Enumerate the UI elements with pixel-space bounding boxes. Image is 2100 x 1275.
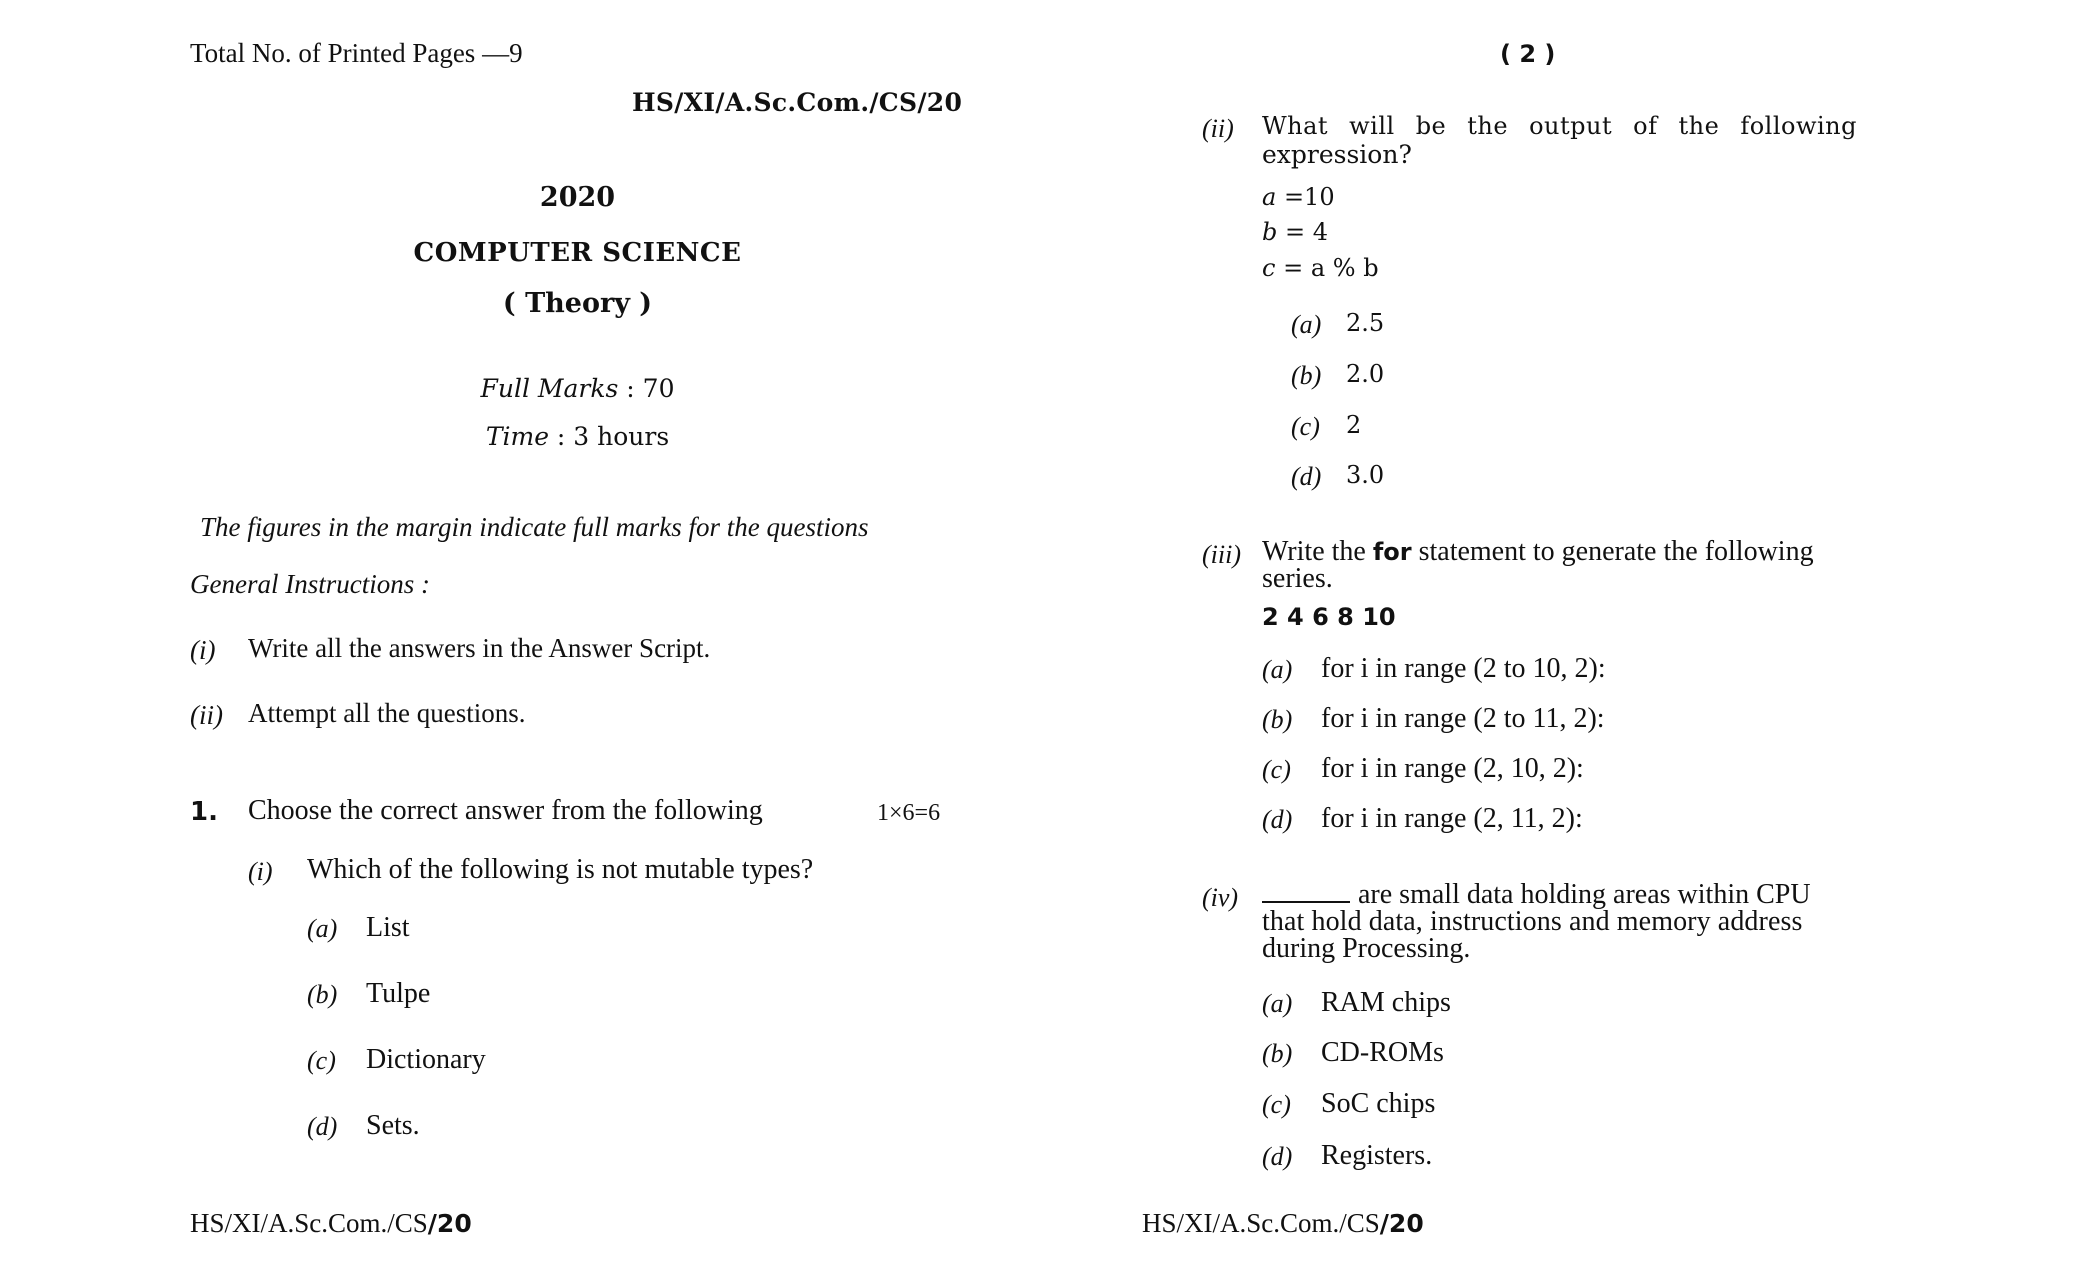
code-var: b xyxy=(1262,218,1278,246)
word: the xyxy=(1467,112,1509,140)
general-instructions-heading: General Instructions : xyxy=(190,569,430,599)
option-text: 2.0 xyxy=(1346,360,1385,388)
time-label: Time xyxy=(485,422,549,451)
subquestion-label: (i) xyxy=(248,857,273,886)
footer-paper-code xyxy=(190,1208,472,1239)
subquestion-text-line: during Processing. xyxy=(1262,933,1471,964)
word: be xyxy=(1415,112,1447,140)
exam-time xyxy=(0,422,1155,451)
option-label: (d) xyxy=(1262,805,1293,834)
word: output xyxy=(1529,112,1613,140)
text: Write the xyxy=(1262,536,1373,567)
option-text: Dictionary xyxy=(366,1044,486,1075)
option-label: (a) xyxy=(1291,310,1322,339)
footer-code-prefix: HS/XI/A.Sc.Com./CS xyxy=(1142,1208,1380,1238)
full-marks-label: Full Marks xyxy=(480,374,619,403)
subquestion-text: Which of the following is not mutable types? xyxy=(307,854,814,885)
option-label: (d) xyxy=(1291,462,1322,491)
printed-pages-count: Total No. of Printed Pages —9 xyxy=(190,38,523,68)
footer-paper-code xyxy=(1142,1208,1424,1239)
paper-type: ( Theory ) xyxy=(502,288,653,319)
full-marks-value: : 70 xyxy=(618,374,675,403)
footer-code-suffix: /20 xyxy=(1379,1209,1424,1238)
option-text: RAM chips xyxy=(1321,987,1451,1018)
subquestion-label: (iii) xyxy=(1202,540,1241,569)
number-series: 2 4 6 8 10 xyxy=(1262,603,1396,631)
option-text: 2.5 xyxy=(1346,309,1385,337)
subquestion-label: (iv) xyxy=(1202,883,1239,912)
word: following xyxy=(1740,112,1857,140)
code-rest: =10 xyxy=(1276,183,1335,211)
instruction-label: (ii) xyxy=(190,700,223,730)
instruction-text: Write all the answers in the Answer Script. xyxy=(248,633,711,663)
subquestion-label: (ii) xyxy=(1202,114,1234,143)
code-var: c xyxy=(1262,254,1276,282)
text: are small data holding areas within CPU xyxy=(1358,879,1811,910)
subject-title: COMPUTER SCIENCE xyxy=(413,238,742,268)
code-var: a xyxy=(1262,183,1277,211)
subquestion-text-line xyxy=(1262,536,1814,568)
page-number: ( 2 ) xyxy=(1500,40,1556,68)
option-label: (d) xyxy=(307,1112,338,1141)
text: statement to generate the following xyxy=(1411,536,1814,567)
option-text: for i in range (2, 10, 2): xyxy=(1321,753,1584,784)
code-line xyxy=(1262,218,1328,246)
subquestion-text-line xyxy=(1262,112,1857,140)
exam-page-2 xyxy=(1050,0,2100,1275)
option-text: Tulpe xyxy=(366,978,431,1009)
option-label: (b) xyxy=(307,980,338,1009)
option-text: SoC chips xyxy=(1321,1088,1436,1119)
instruction-text: Attempt all the questions. xyxy=(248,698,526,728)
question-number: 1. xyxy=(190,797,218,827)
subquestion-text-line: series. xyxy=(1262,563,1333,594)
option-label: (c) xyxy=(307,1046,336,1075)
word: the xyxy=(1678,112,1720,140)
keyword: for xyxy=(1372,538,1412,566)
option-text: Registers. xyxy=(1321,1140,1433,1171)
question-marks: 1×6=6 xyxy=(877,800,941,826)
option-text: List xyxy=(366,912,410,943)
option-text: CD-ROMs xyxy=(1321,1037,1444,1068)
option-label: (a) xyxy=(307,914,338,943)
word: What xyxy=(1262,112,1329,140)
option-label: (c) xyxy=(1262,1090,1291,1119)
option-label: (a) xyxy=(1262,989,1293,1018)
option-label: (b) xyxy=(1291,361,1322,390)
option-text: 2 xyxy=(1346,411,1362,439)
exam-year: 2020 xyxy=(539,182,616,213)
paper-code-header: HS/XI/A.Sc.Com./CS/20 xyxy=(632,88,963,117)
code-rest: = 4 xyxy=(1277,218,1329,246)
code-rest: = a % b xyxy=(1275,254,1379,282)
option-text: for i in range (2, 11, 2): xyxy=(1321,803,1583,834)
option-label: (b) xyxy=(1262,1039,1293,1068)
option-text: for i in range (2 to 10, 2): xyxy=(1321,653,1606,684)
footer-code-suffix: /20 xyxy=(427,1209,472,1238)
option-label: (c) xyxy=(1291,412,1320,441)
word: will xyxy=(1349,112,1395,140)
option-text: for i in range (2 to 11, 2): xyxy=(1321,703,1605,734)
code-line xyxy=(1262,254,1379,282)
subquestion-text-line: that hold data, instructions and memory address xyxy=(1262,906,1803,937)
footer-code-prefix: HS/XI/A.Sc.Com./CS xyxy=(190,1208,428,1238)
word: of xyxy=(1633,112,1658,140)
option-label: (b) xyxy=(1262,705,1293,734)
option-label: (c) xyxy=(1262,755,1291,784)
code-line xyxy=(1262,183,1335,211)
instruction-label: (i) xyxy=(190,635,216,665)
option-text: Sets. xyxy=(366,1110,420,1141)
subquestion-text-line: expression? xyxy=(1262,140,1412,169)
option-label: (d) xyxy=(1262,1142,1293,1171)
fill-in-blank xyxy=(1262,883,1350,903)
full-marks xyxy=(0,374,1155,403)
time-value: : 3 hours xyxy=(548,422,670,451)
margin-note: The figures in the margin indicate full marks for the questions xyxy=(200,512,869,542)
option-label: (a) xyxy=(1262,655,1293,684)
question-text: Choose the correct answer from the following xyxy=(248,795,763,826)
option-text: 3.0 xyxy=(1346,461,1385,489)
